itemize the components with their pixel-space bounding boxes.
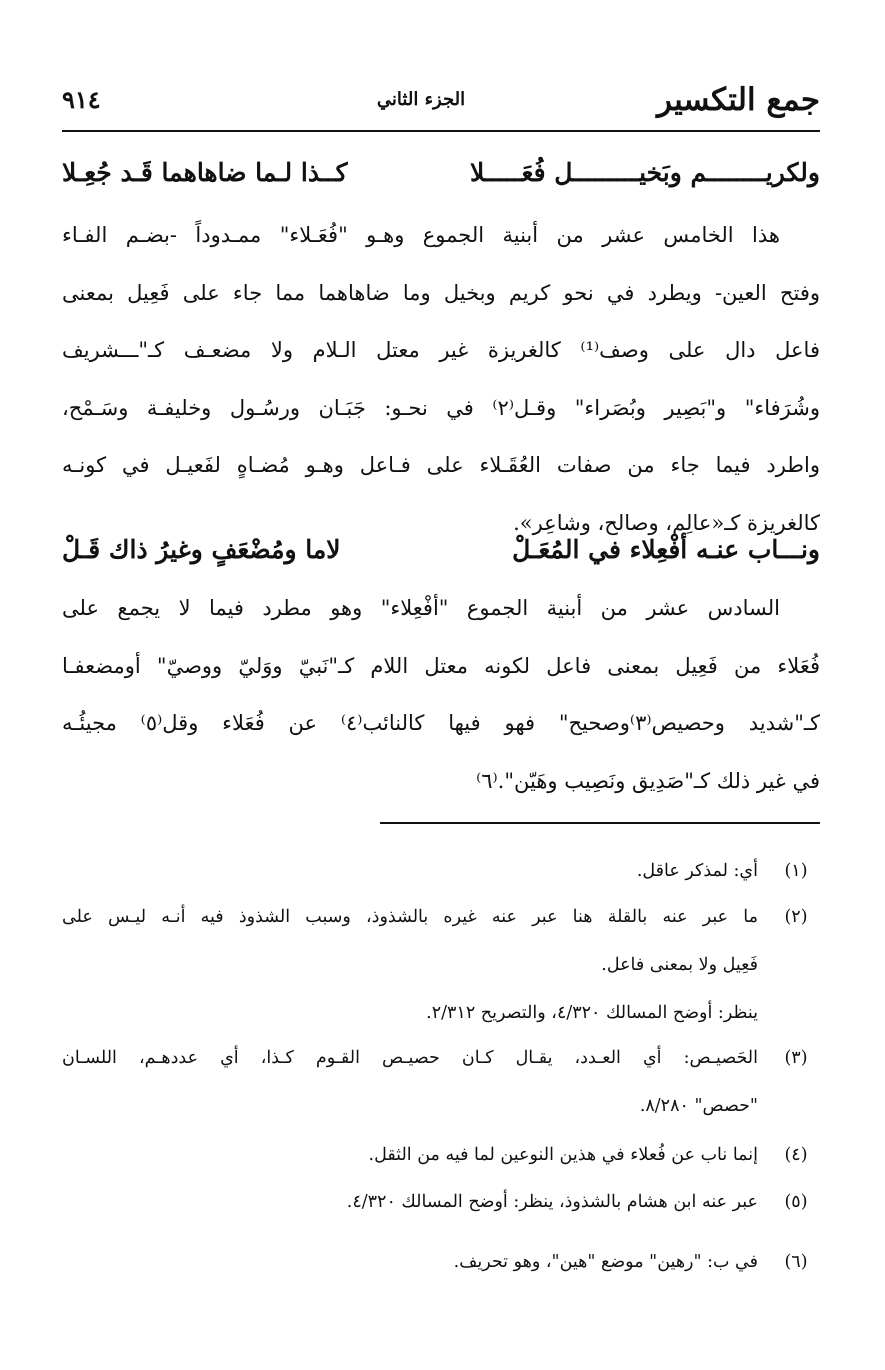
footnote-line: فَعِيل ولا بمعنى فاعل. [601, 955, 758, 975]
paragraph-1-line: واطرد فيما جاء من صفات العُقَـلاء على فـاعل وهـو مُضـاهٍ لفَعيـل في كونـه [62, 453, 820, 477]
footnote-3 [62, 1034, 820, 1130]
footnote-divider [380, 822, 820, 824]
footnote-2 [62, 893, 820, 1037]
verse-1 [62, 158, 820, 200]
footnote-line: الحَصيـص: أي العـدد، يقـال كـان حصيـص القـوم كـذا، أي عددهـم، اللسـان [62, 1048, 758, 1068]
footnote-line: ينظر: أوضح المسالك ٤/٣٢٠، والتصريح ٢/٣١٢. [426, 1003, 758, 1023]
footnote-line: أي: لمذكر عاقل. [636, 861, 758, 881]
verse-1-second-hemistich: كــذا لـما ضاهاهما قَـد جُعِـلا [62, 158, 348, 187]
footnote-line: إنما ناب عن فُعلاء في هذين النوعين لما فيه من الثقل. [368, 1145, 758, 1165]
page-number: ٩١٤ [62, 85, 101, 114]
paragraph-1-line: وفتح العين- ويطرد في نحو كريم وبخيل وما ضاهاهما مما جاء على فَعِيل بمعنى [62, 280, 820, 305]
paragraph-2-line: فُعَلاء من فَعِيل بمعنى فاعل لكونه معتل اللام كـ"نَبيّ ووَليّ ووصيّ" أومضعفـا [62, 653, 820, 678]
paragraph-1 [62, 207, 820, 552]
footnote-number: (٦) [784, 1252, 808, 1272]
footnote-line: ما عبر عنه بالقلة هنا عبر عنه غيره بالشذوذ، وسبب الشذوذ فيه أنـه ليـس على [62, 907, 758, 927]
book-title: جمع التكسير [656, 82, 820, 118]
footnote-number: (٤) [784, 1145, 808, 1165]
footnote-number: (١) [784, 861, 808, 881]
footnote-4 [62, 1131, 820, 1179]
footnote-line: عبر عنه ابن هشام بالشذوذ، ينظر: أوضح المسالك ٤/٣٢٠. [346, 1192, 758, 1212]
verse-1-first-hemistich: ولكريــــــــم وبَخيـــــــــل فُعَـــــلا [470, 158, 820, 187]
paragraph-2-line: السادس عشر من أبنية الجموع "أفْعِلاء" وهو مطرد فيما لا يجمع على [62, 596, 780, 620]
verse-2-first-hemistich: ونـــاب عنـه أفْعِلاء في المُعَـلْ [512, 535, 820, 564]
part-title: الجزء الثاني [376, 89, 466, 110]
verse-2-second-hemistich: لاما ومُضْعَفٍ وغيرُ ذاك قَـلْ [62, 535, 341, 564]
paragraph-1-line: كالغريزة كـ«عالِم، وصالح، وشاعِر». [513, 510, 820, 535]
paragraph-1-line: فاعل دال على وصف⁽¹⁾ كالغريزة غير معتل الـلام ولا مضعـف كـ"ـــشريف [62, 338, 820, 362]
paragraph-1-line: هذا الخامس عشر من أبنية الجموع وهـو "فُعَـلاء" ممـدوداً -بضـم الفـاء [62, 223, 780, 247]
footnote-6 [62, 1238, 820, 1286]
paragraph-2-line: في غير ذلك كـ"صَدِيق ونَصِيب وهَيّن".⁽٦⁾ [476, 768, 820, 793]
footnote-line: في ب: "رهين" موضع "هين"، وهو تحريف. [453, 1252, 758, 1272]
footnote-5 [62, 1178, 820, 1226]
page-header [62, 82, 820, 132]
footnote-number: (٣) [784, 1048, 808, 1068]
footnote-line: "حصص" ٨/٢٨٠. [639, 1096, 758, 1116]
paragraph-1-line: وشُرَفاء" و"بَصِير وبُصَراء" وقـل⁽٢⁾ في نحـو: جَبَـان ورسُـول وخليفـة وسَـمْح، [62, 395, 820, 420]
paragraph-2 [62, 580, 820, 810]
paragraph-2-line: كـ"شديد وحصيص⁽٣⁾وصحيح" فهو فيها كالنائب⁽٤⁾ عن فُعَلاء وقل⁽٥⁾ مجيئُـه [62, 711, 820, 735]
footnote-number: (٢) [784, 907, 808, 927]
footnote-number: (٥) [784, 1192, 808, 1212]
verse-2 [62, 535, 820, 577]
footnote-1 [62, 847, 820, 895]
